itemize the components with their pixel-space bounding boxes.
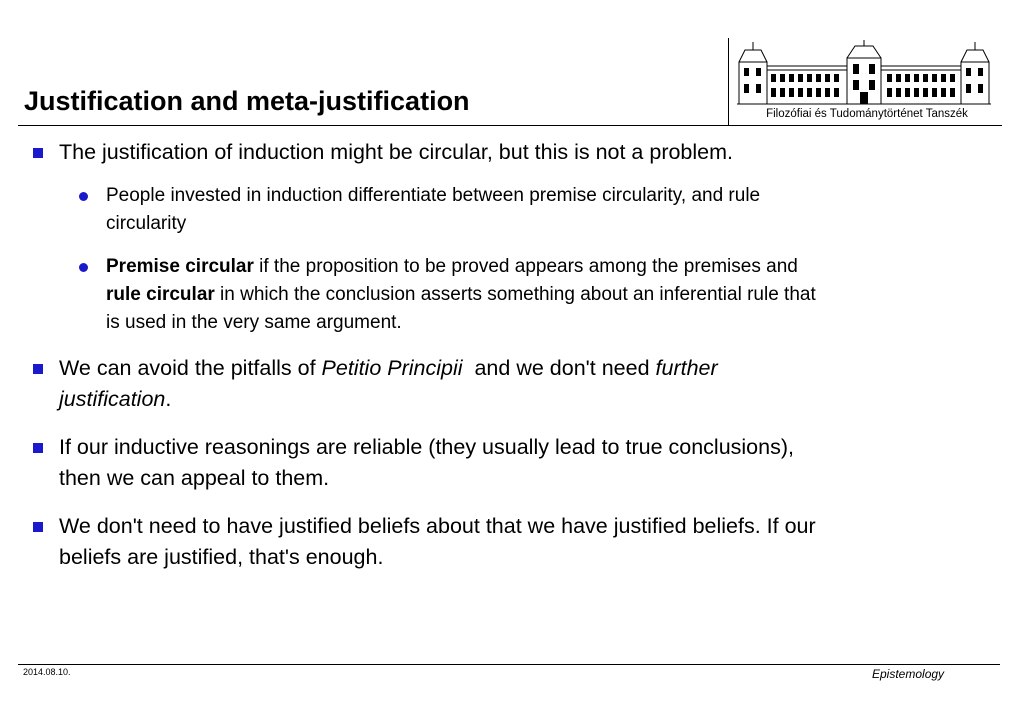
department-name: Filozófiai és Tudománytörténet Tanszék	[766, 108, 968, 120]
term-italic: Petitio Principii	[321, 356, 463, 380]
term-bold: Premise circular	[106, 256, 254, 277]
university-building-logo-icon	[735, 40, 993, 108]
bullet-text: We don't need to have justified beliefs about that we have justified beliefs. If our	[59, 514, 816, 538]
square-bullet-icon	[33, 443, 43, 453]
sub-bullet-text	[106, 281, 816, 309]
term-bold: rule circular	[106, 284, 215, 305]
sub-bullet-text	[106, 253, 798, 281]
bullet-text-part: .	[165, 387, 172, 411]
bullet-text: The justification of induction might be circular, but this is not a problem.	[59, 140, 734, 164]
slide-title: Justification and meta-justification	[24, 86, 470, 116]
term-italic: further	[655, 356, 718, 380]
square-bullet-icon	[33, 364, 43, 374]
bullet-text: beliefs are justified, that's enough.	[59, 545, 384, 569]
square-bullet-icon	[33, 522, 43, 532]
sub-bullet-text: circularity	[106, 213, 187, 234]
sub-bullet-text: is used in the very same argument.	[106, 312, 402, 333]
bullet-text	[59, 384, 171, 415]
square-bullet-icon	[33, 148, 43, 158]
sub-bullet-text-part: in which the conclusion asserts something about an inferential rule that	[214, 284, 816, 305]
footer-subject: Epistemology	[872, 667, 945, 681]
bullet-text-part: We can avoid the pitfalls of	[59, 356, 322, 380]
footer-divider	[18, 664, 1000, 665]
sub-bullet-text-part: if the proposition to be proved appears among the premises and	[253, 256, 798, 277]
bullet-text	[59, 353, 718, 384]
bullet-text: If our inductive reasonings are reliable (they usually lead to true conclusions),	[59, 435, 794, 459]
term-italic: justification	[59, 387, 166, 411]
round-bullet-icon	[79, 263, 88, 272]
bullet-text-part: and we don't need	[462, 356, 656, 380]
footer-date: 2014.08.10.	[23, 667, 71, 677]
round-bullet-icon	[79, 192, 88, 201]
bullet-text: then we can appeal to them.	[59, 466, 330, 490]
sub-bullet-text: People invested in induction differentiate between premise circularity, and rule	[106, 185, 761, 206]
